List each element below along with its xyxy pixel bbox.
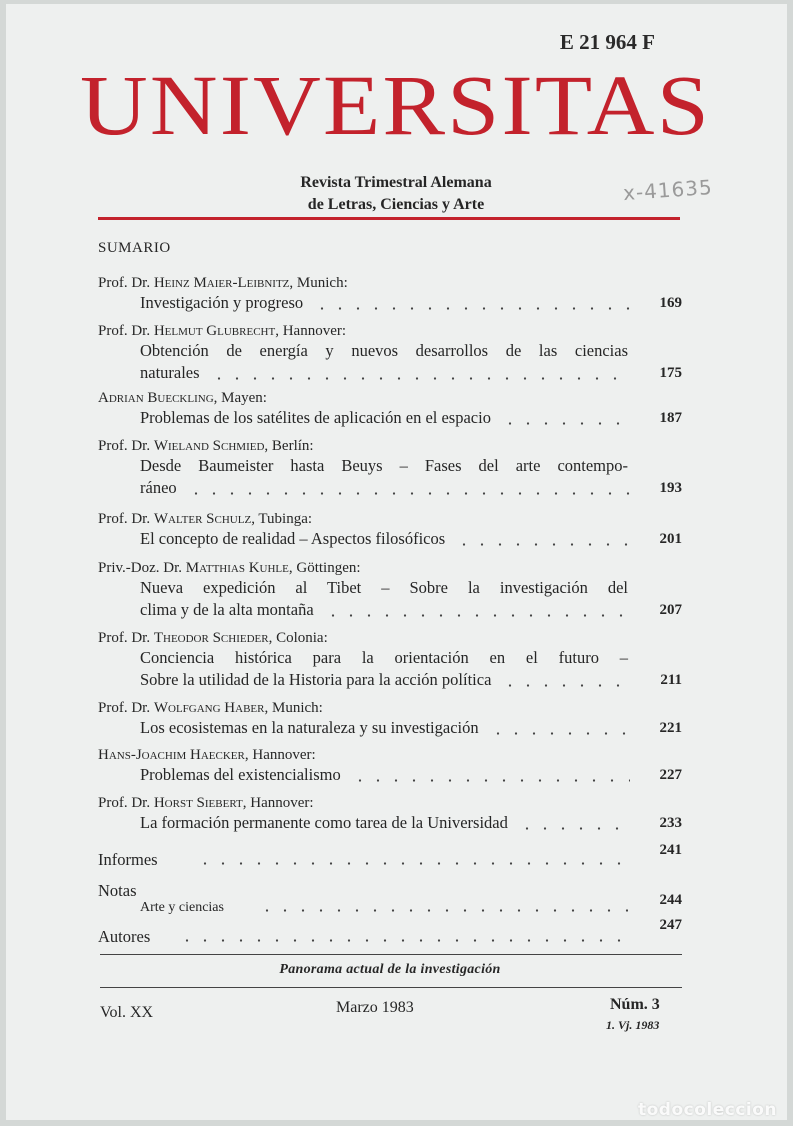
author-place: , Munich: xyxy=(264,700,323,716)
toc-title-line xyxy=(98,578,682,600)
toc-title-line xyxy=(98,718,682,740)
toc-author xyxy=(98,746,682,765)
handwritten-note: x-41635 xyxy=(622,174,714,206)
author-prefix: Priv.-Doz. Dr. xyxy=(98,560,186,576)
toc-title-line xyxy=(98,648,682,670)
page-number: 233 xyxy=(659,815,682,831)
notas-sub-label: Arte y ciencias xyxy=(140,900,224,915)
toc-author xyxy=(98,510,682,529)
toc-entry xyxy=(98,389,682,430)
page-number: 227 xyxy=(659,767,682,783)
toc-author xyxy=(98,322,682,341)
toc-author xyxy=(98,559,682,578)
toc-title-line xyxy=(98,408,682,430)
page-number: 247 xyxy=(659,917,682,933)
page-number: 244 xyxy=(659,892,682,908)
toc-author xyxy=(98,629,682,648)
leader-dots xyxy=(324,614,630,617)
subtitle-line-1: Revista Trimestral Alemana xyxy=(300,174,492,191)
author-name: Horst Siebert xyxy=(153,795,243,811)
leader-dots xyxy=(187,492,630,495)
author-place: , Hannover: xyxy=(242,795,314,811)
leader-dots xyxy=(455,543,630,546)
page-number: 187 xyxy=(659,410,682,426)
title-text: Desde Baumeister hasta Beuys – Fases del arte contempo- xyxy=(140,456,628,475)
author-place: , Berlín: xyxy=(264,438,314,454)
title-text: Conciencia histórica para la orientación en el futuro – xyxy=(140,648,628,667)
page-number: 175 xyxy=(659,365,682,381)
title-text: naturales xyxy=(140,363,200,382)
divider-bottom xyxy=(100,987,682,988)
author-place: , Colonia: xyxy=(268,630,328,646)
toc-title-line xyxy=(98,293,682,315)
toc-entry xyxy=(98,559,682,622)
autores-label: Autores xyxy=(98,927,151,946)
panorama-banner: Panorama actual de la investigación xyxy=(279,962,501,977)
volume: Vol. XX xyxy=(100,1004,154,1021)
toc-title-line xyxy=(98,765,682,787)
author-name: Adrian Bueckling xyxy=(98,390,214,406)
toc-title-line xyxy=(98,341,682,363)
toc-author xyxy=(98,699,682,718)
toc-author xyxy=(98,274,682,293)
author-name: Matthias Kuhle xyxy=(185,560,289,576)
page-number: 201 xyxy=(659,531,682,547)
toc-entry xyxy=(98,274,682,315)
leader-dots xyxy=(518,827,630,830)
informes-label: Informes xyxy=(98,850,158,869)
page-number: 207 xyxy=(659,602,682,618)
issue-date: Marzo 1983 xyxy=(336,999,414,1016)
page-number: 211 xyxy=(660,672,682,688)
page-number: 221 xyxy=(659,720,682,736)
author-name: Helmut Glubrecht xyxy=(153,323,276,339)
author-name: Theodor Schieder xyxy=(153,630,269,646)
title-text: Nueva expedición al Tibet – Sobre la investigación del xyxy=(140,578,628,597)
author-place: , Tubinga: xyxy=(251,511,313,527)
divider-top xyxy=(100,954,682,955)
leader-dots xyxy=(196,862,626,865)
title-text: ráneo xyxy=(140,478,177,497)
toc-entry xyxy=(98,437,682,500)
page-number: 241 xyxy=(659,842,682,858)
page-number: 169 xyxy=(659,295,682,311)
toc-title-line xyxy=(98,478,682,500)
informes-row xyxy=(98,842,682,870)
author-prefix: Prof. Dr. xyxy=(98,630,154,646)
author-place: , Munich: xyxy=(289,275,348,291)
date-stamp: 1. Vj. 1983 xyxy=(606,1018,660,1032)
toc-title-line xyxy=(98,529,682,551)
issue-number: Núm. 3 xyxy=(610,996,660,1013)
title-text: clima y de la alta montaña xyxy=(140,600,314,619)
toc-author xyxy=(98,794,682,813)
author-name: Heinz Maier-Leibnitz xyxy=(153,275,290,291)
author-prefix: Prof. Dr. xyxy=(98,275,154,291)
author-name: Wolfgang Haber xyxy=(153,700,265,716)
leader-dots xyxy=(313,307,630,310)
leader-dots xyxy=(210,377,630,380)
title-text: Problemas de los satélites de aplicación en el espacio xyxy=(140,408,491,427)
author-place: , Göttingen: xyxy=(288,560,361,576)
leader-dots xyxy=(258,909,628,912)
notas-label: Notas xyxy=(98,881,137,900)
title-text: La formación permanente como tarea de la Universidad xyxy=(140,813,508,832)
leader-dots xyxy=(351,779,630,782)
author-place: , Mayen: xyxy=(213,390,267,406)
subtitle-line-2: de Letras, Ciencias y Arte xyxy=(307,196,485,213)
page-number: 193 xyxy=(659,480,682,496)
toc-entry xyxy=(98,629,682,692)
author-prefix: Prof. Dr. xyxy=(98,700,154,716)
toc-entry xyxy=(98,699,682,740)
author-name: Walter Schulz xyxy=(153,511,252,527)
toc-entry xyxy=(98,322,682,385)
catalog-code: E 21 964 F xyxy=(559,30,655,54)
author-prefix: Prof. Dr. xyxy=(98,323,154,339)
title-text: El concepto de realidad – Aspectos filosóficos xyxy=(140,529,446,548)
contents-heading: SUMARIO xyxy=(98,240,171,256)
author-name: Wieland Schmied xyxy=(153,438,265,454)
toc-entry xyxy=(98,794,682,835)
title-text: Sobre la utilidad de la Historia para la acción política xyxy=(140,670,492,689)
leader-dots xyxy=(178,939,628,942)
toc-entry xyxy=(98,510,682,551)
toc-title-line xyxy=(98,600,682,622)
watermark: todocoleccion xyxy=(637,1100,777,1120)
toc-title-line xyxy=(98,456,682,478)
toc-entry xyxy=(98,746,682,787)
autores-row xyxy=(98,917,682,947)
toc-title-line xyxy=(98,363,682,385)
leader-dots xyxy=(501,422,630,425)
masthead-title: UNIVERSITAS xyxy=(80,57,712,153)
title-text: Investigación y progreso xyxy=(140,293,304,312)
author-prefix: Prof. Dr. xyxy=(98,795,154,811)
author-name: Hans-Joachim Haecker xyxy=(98,747,245,763)
magazine-cover xyxy=(6,4,787,1120)
toc-author xyxy=(98,389,682,408)
red-divider xyxy=(98,217,680,220)
author-prefix: Prof. Dr. xyxy=(98,511,154,527)
title-text: Problemas del existencialismo xyxy=(140,765,341,784)
leader-dots xyxy=(489,732,630,735)
author-place: , Hannover: xyxy=(244,747,316,763)
leader-dots xyxy=(501,684,630,687)
title-text: Obtención de energía y nuevos desarrollos de las ciencias xyxy=(140,341,628,360)
author-prefix: Prof. Dr. xyxy=(98,438,154,454)
toc-title-line xyxy=(98,670,682,692)
toc-author xyxy=(98,437,682,456)
toc-title-line xyxy=(98,813,682,835)
author-place: , Hannover: xyxy=(275,323,347,339)
title-text: Los ecosistemas en la naturaleza y su investigación xyxy=(140,718,479,737)
subtitle xyxy=(206,172,586,216)
